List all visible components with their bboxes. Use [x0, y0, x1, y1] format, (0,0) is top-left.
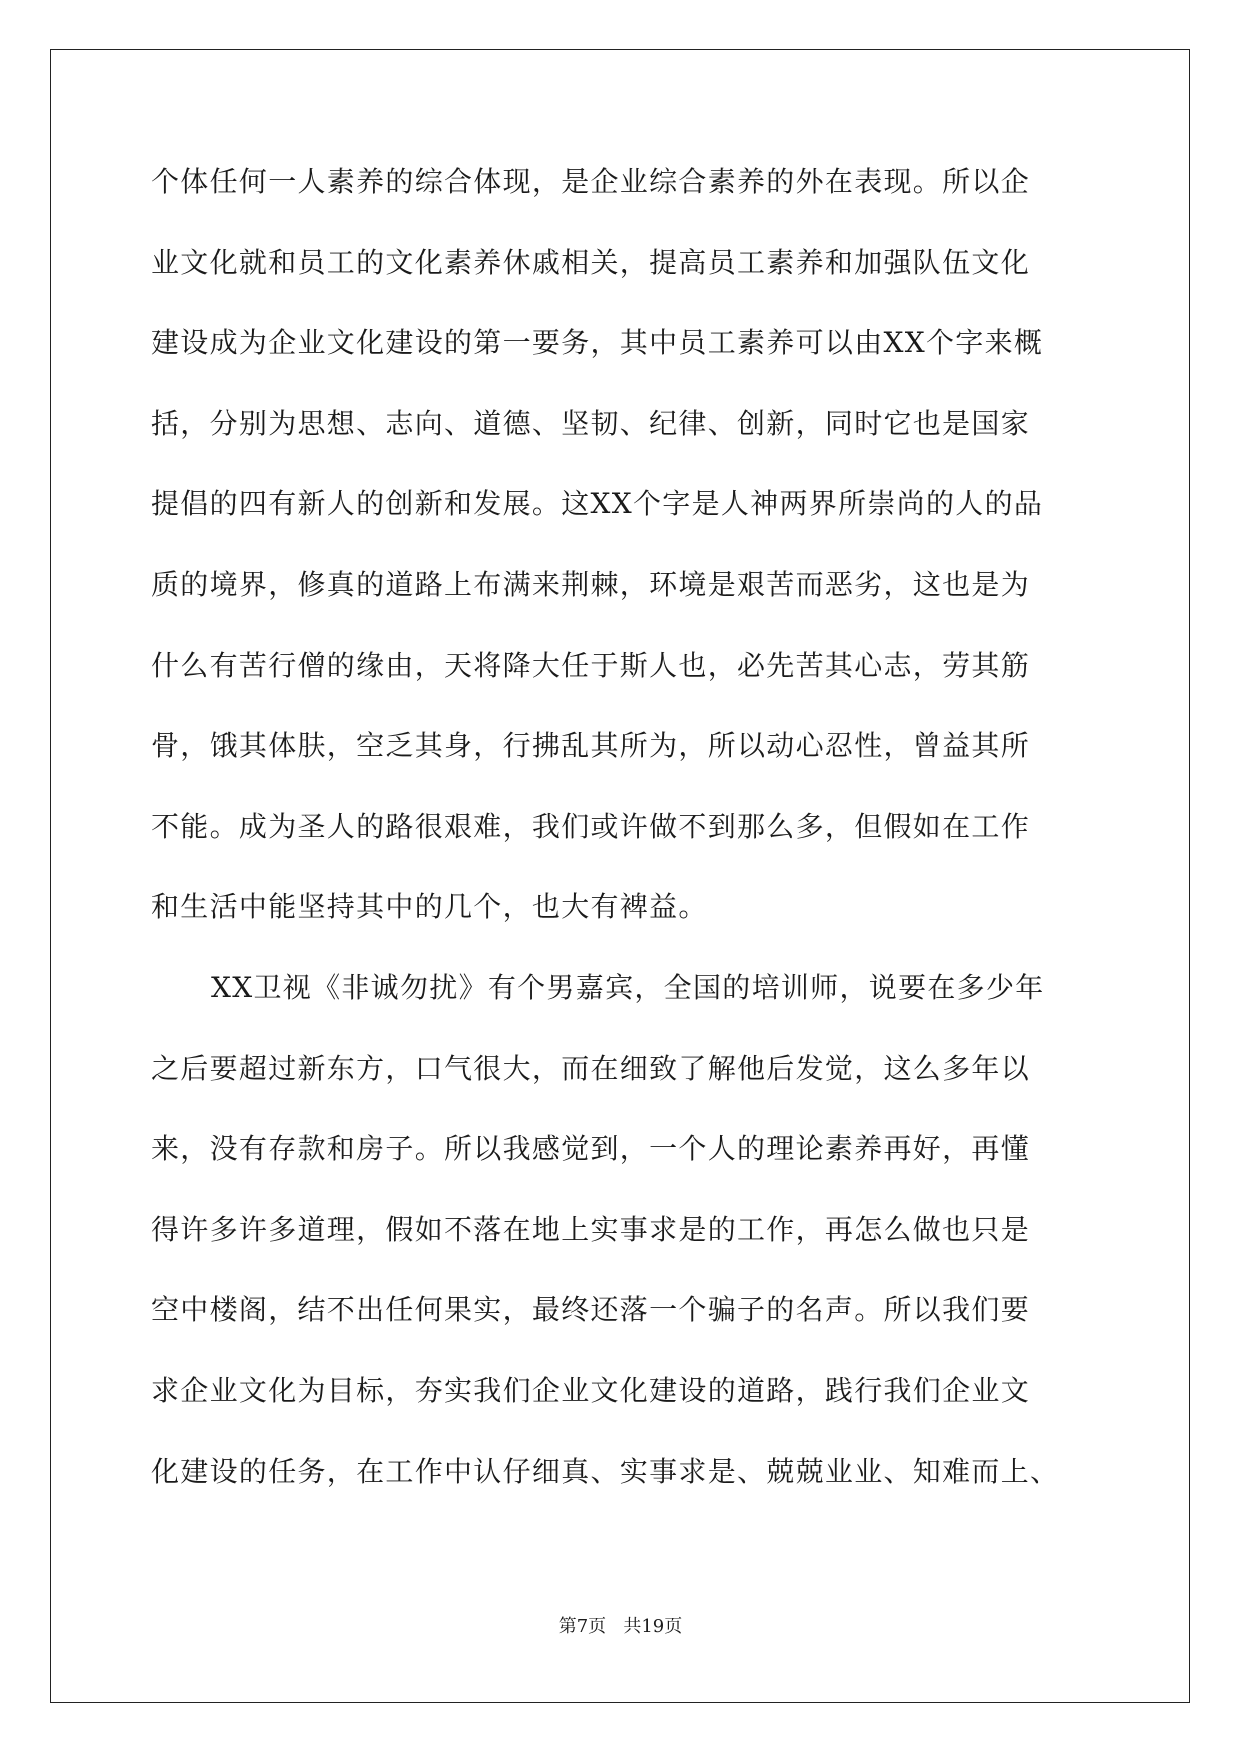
paragraph-1-line: 不能。成为圣人的路很艰难，我们或许做不到那么多，但假如在工作	[151, 809, 1031, 843]
paragraph-1-line: 业文化就和员工的文化素养休戚相关，提高员工素养和加强队伍文化	[151, 245, 1031, 279]
paragraph-2-line: 得许多许多道理，假如不落在地上实事求是的工作，再怎么做也只是	[151, 1212, 1031, 1246]
paragraph-1-line: 质的境界，修真的道路上布满来荆棘，环境是艰苦而恶劣，这也是为	[151, 567, 1031, 601]
paragraph-1-line: 个体任何一人素养的综合体现，是企业综合素养的外在表现。所以企	[151, 165, 1031, 198]
paragraph-2-line: 来，没有存款和房子。所以我感觉到，一个人的理论素养再好，再懂	[151, 1132, 1031, 1166]
paragraph-2-line: 空中楼阁，结不出任何果实，最终还落一个骗子的名声。所以我们要	[151, 1293, 1031, 1327]
paragraph-1-line: 和生活中能坚持其中的几个，也大有裨益。	[151, 890, 708, 924]
document-body	[151, 164, 1091, 1534]
paragraph-1-line: 提倡的四有新人的创新和发展。这XX个字是人神两界所崇尚的人的品	[151, 487, 1044, 521]
page-number: 第7页 共19页	[558, 1616, 683, 1637]
paragraph-1-line: 括，分别为思想、志向、道德、坚韧、纪律、创新，同时它也是国家	[151, 406, 1031, 440]
paragraph-2-line: 化建设的任务，在工作中认仔细真、实事求是、兢兢业业、知难而上、	[151, 1454, 1060, 1488]
paragraph-2-line: 求企业文化为目标，夯实我们企业文化建设的道路，践行我们企业文	[151, 1373, 1031, 1407]
paragraph-2-line: XX卫视《非诚勿扰》有个男嘉宾，全国的培训师，说要在多少年	[211, 970, 1045, 1004]
paragraph-1-line: 什么有苦行僧的缘由，天将降大任于斯人也，必先苦其心志，劳其筋	[151, 648, 1031, 682]
paragraph-2-line: 之后要超过新东方，口气很大，而在细致了解他后发觉，这么多年以	[151, 1051, 1031, 1085]
paragraph-1-line: 建设成为企业文化建设的第一要务，其中员工素养可以由XX个字来概	[151, 326, 1044, 360]
paragraph-1-line: 骨，饿其体肤，空乏其身，行拂乱其所为，所以动心忍性，曾益其所	[151, 729, 1031, 763]
